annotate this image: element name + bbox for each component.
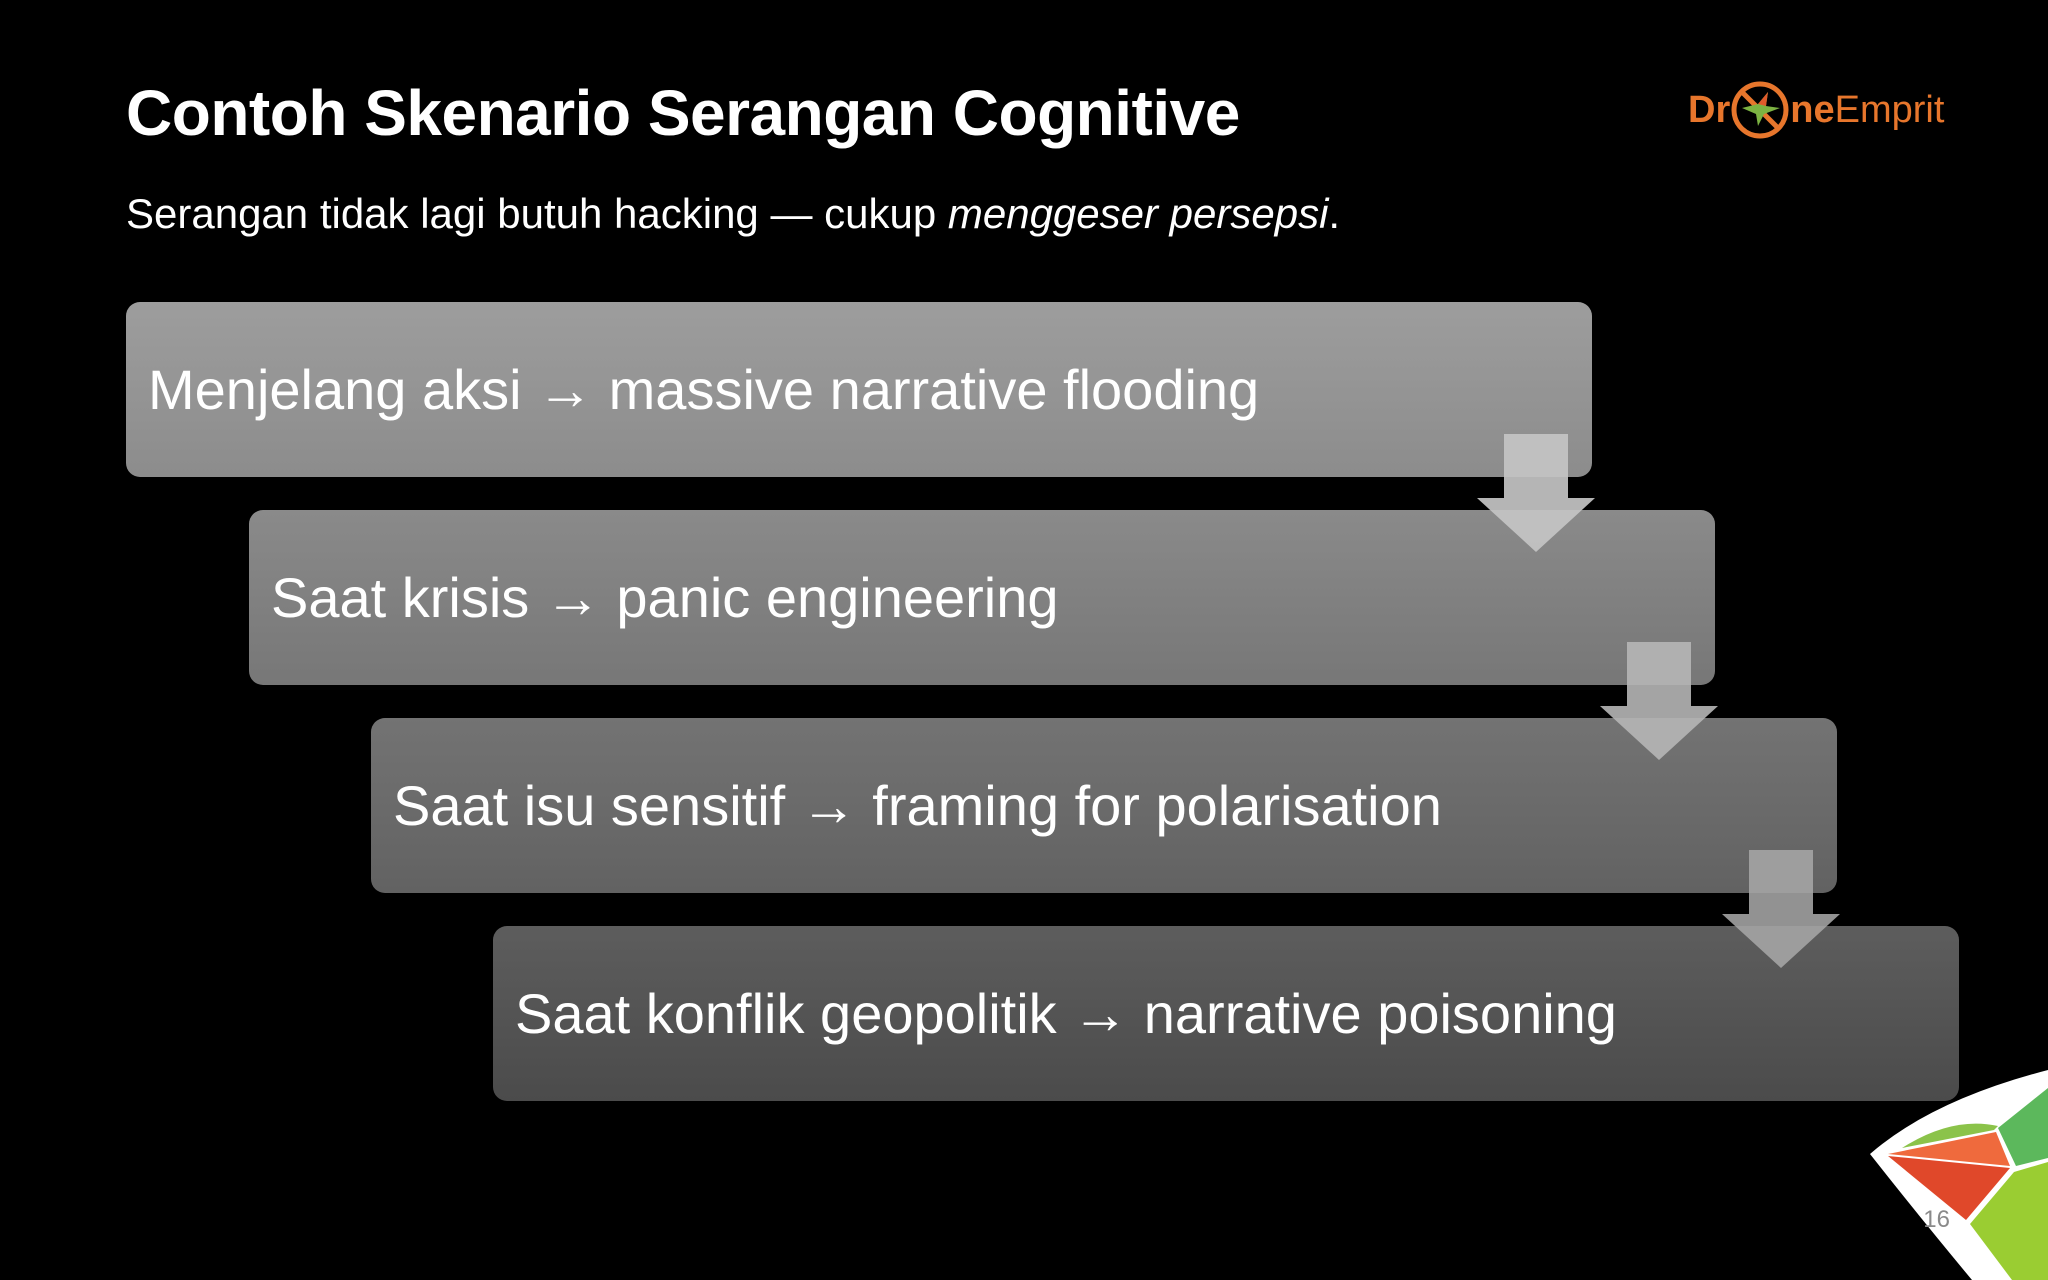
logo-text-ne: ne bbox=[1790, 88, 1835, 131]
leaf-decoration bbox=[1862, 1070, 2048, 1280]
slide-subtitle bbox=[126, 190, 1340, 238]
step-box-1: Menjelang aksi → massive narrative flooding bbox=[126, 302, 1592, 477]
slide-title: Contoh Skenario Serangan Cognitive bbox=[126, 77, 1240, 149]
step-box-2: Saat krisis → panic engineering bbox=[249, 510, 1715, 685]
logo-text-emprit: Emprit bbox=[1834, 88, 1945, 131]
down-arrow-icon bbox=[1477, 434, 1595, 552]
drone-emprit-logo bbox=[1688, 70, 1960, 150]
subtitle-main: Serangan tidak lagi butuh hacking — cukup bbox=[126, 190, 948, 237]
subtitle-emphasis: menggeser persepsi bbox=[947, 190, 1329, 237]
drone-bird-icon bbox=[1728, 78, 1792, 142]
page-number: 16 bbox=[1923, 1206, 1950, 1233]
subtitle-end: . bbox=[1328, 190, 1341, 237]
down-arrow-icon bbox=[1722, 850, 1840, 968]
step-box-4: Saat konflik geopolitik → narrative poisoning bbox=[493, 926, 1959, 1101]
step-box-3: Saat isu sensitif → framing for polarisation bbox=[371, 718, 1837, 893]
logo-text-dr: Dr bbox=[1688, 88, 1731, 131]
down-arrow-icon bbox=[1600, 642, 1718, 760]
